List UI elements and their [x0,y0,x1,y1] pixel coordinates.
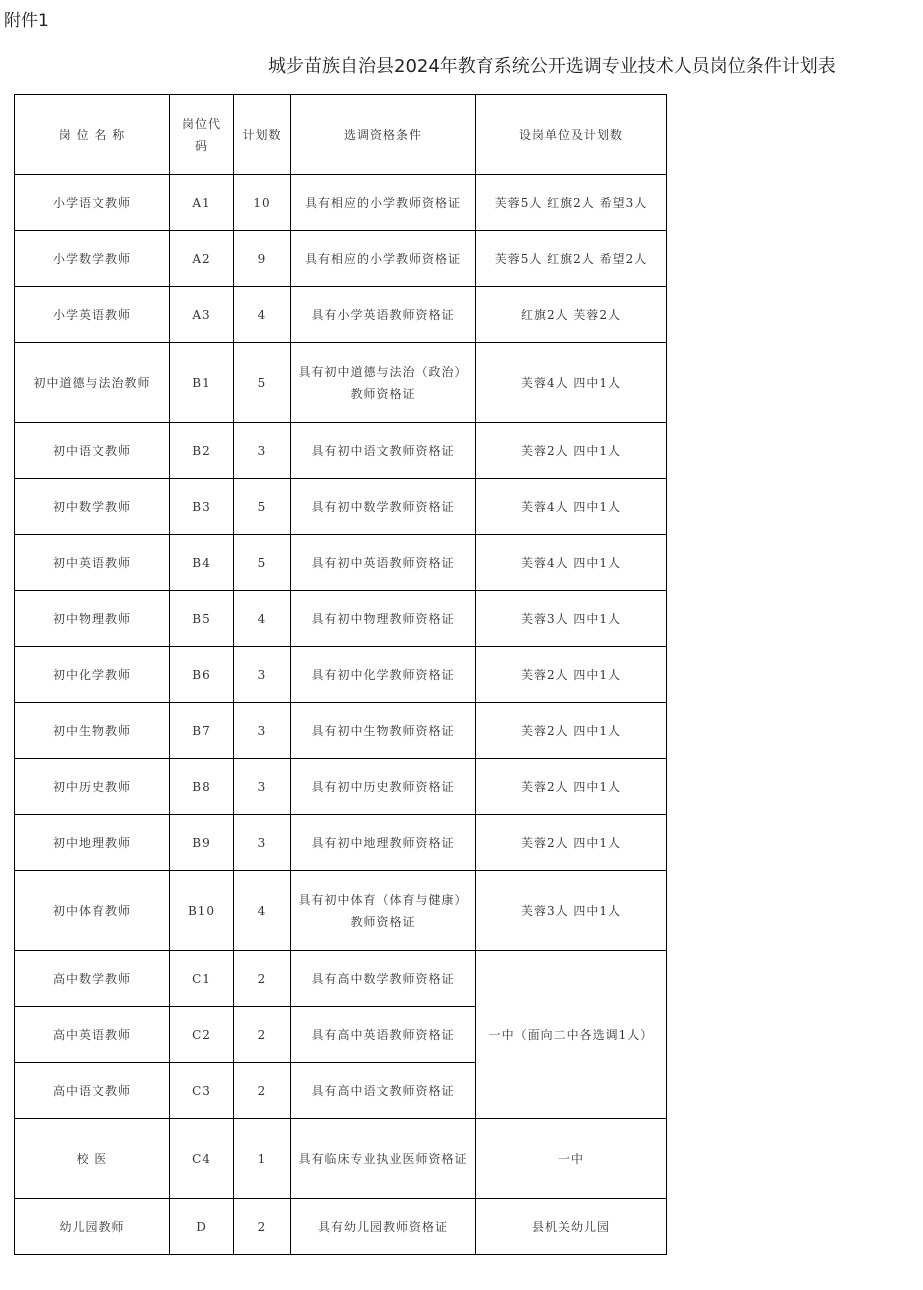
document-title: 城步苗族自治县2024年教育系统公开选调专业技术人员岗位条件计划表 [268,56,836,77]
cell-position-name: 校 医 [15,1119,170,1199]
cell-units: 芙蓉4人 四中1人 [476,535,667,591]
cell-qualification: 具有相应的小学教师资格证 [291,231,476,287]
cell-plan-count: 4 [234,871,291,951]
cell-units: 芙蓉5人 红旗2人 希望2人 [476,231,667,287]
table-row [15,423,667,479]
cell-plan-count: 9 [234,231,291,287]
cell-position-code: B9 [170,815,234,871]
cell-qualification: 具有初中生物教师资格证 [291,703,476,759]
cell-plan-count: 5 [234,343,291,423]
cell-position-name: 初中体育教师 [15,871,170,951]
table-row [15,1199,667,1255]
cell-position-code: B6 [170,647,234,703]
cell-position-code: B4 [170,535,234,591]
cell-units: 红旗2人 芙蓉2人 [476,287,667,343]
cell-units: 芙蓉3人 四中1人 [476,871,667,951]
attachment-label: 附件1 [4,11,49,31]
cell-plan-count: 3 [234,759,291,815]
cell-position-code: D [170,1199,234,1255]
table-row [15,815,667,871]
cell-position-name: 小学语文教师 [15,175,170,231]
cell-qualification: 具有高中数学教师资格证 [291,951,476,1007]
cell-units: 芙蓉4人 四中1人 [476,343,667,423]
cell-qualification: 具有初中道德与法治（政治）教师资格证 [291,343,476,423]
cell-units: 芙蓉2人 四中1人 [476,647,667,703]
cell-plan-count: 3 [234,703,291,759]
header-position-code: 岗位代码 [170,95,234,175]
table-row [15,175,667,231]
cell-qualification: 具有初中化学教师资格证 [291,647,476,703]
table-row [15,703,667,759]
cell-position-code: A2 [170,231,234,287]
cell-units: 芙蓉3人 四中1人 [476,591,667,647]
cell-position-name: 初中生物教师 [15,703,170,759]
cell-qualification: 具有初中历史教师资格证 [291,759,476,815]
cell-position-code: C1 [170,951,234,1007]
header-plan-count: 计划数 [234,95,291,175]
cell-qualification: 具有小学英语教师资格证 [291,287,476,343]
cell-position-name: 初中地理教师 [15,815,170,871]
table-row [15,479,667,535]
cell-position-name: 小学英语教师 [15,287,170,343]
table-row [15,231,667,287]
cell-position-code: C3 [170,1063,234,1119]
cell-position-name: 初中物理教师 [15,591,170,647]
header-position-name: 岗 位 名 称 [15,95,170,175]
table-header-row [15,95,667,175]
cell-position-code: B10 [170,871,234,951]
cell-position-name: 初中化学教师 [15,647,170,703]
cell-position-code: A3 [170,287,234,343]
cell-position-code: B3 [170,479,234,535]
cell-plan-count: 1 [234,1119,291,1199]
table-row [15,1119,667,1199]
cell-units-merged: 一中（面向二中各选调1人） [476,951,667,1119]
cell-position-name: 初中数学教师 [15,479,170,535]
cell-plan-count: 2 [234,1007,291,1063]
table-row [15,535,667,591]
table-row [15,287,667,343]
cell-units: 芙蓉2人 四中1人 [476,703,667,759]
table-row [15,591,667,647]
cell-units: 一中 [476,1119,667,1199]
cell-units: 县机关幼儿园 [476,1199,667,1255]
cell-position-code: C2 [170,1007,234,1063]
cell-position-name: 高中数学教师 [15,951,170,1007]
cell-plan-count: 5 [234,479,291,535]
header-qualification: 选调资格条件 [291,95,476,175]
cell-units: 芙蓉5人 红旗2人 希望3人 [476,175,667,231]
cell-position-name: 幼儿园教师 [15,1199,170,1255]
cell-units: 芙蓉2人 四中1人 [476,423,667,479]
cell-plan-count: 5 [234,535,291,591]
cell-qualification: 具有初中英语教师资格证 [291,535,476,591]
cell-position-name: 初中英语教师 [15,535,170,591]
cell-plan-count: 4 [234,591,291,647]
cell-position-code: B5 [170,591,234,647]
table-row [15,647,667,703]
cell-plan-count: 2 [234,1199,291,1255]
cell-qualification: 具有相应的小学教师资格证 [291,175,476,231]
cell-plan-count: 3 [234,647,291,703]
cell-position-name: 高中语文教师 [15,1063,170,1119]
cell-plan-count: 10 [234,175,291,231]
cell-position-name: 小学数学教师 [15,231,170,287]
table-row [15,951,667,1007]
cell-position-code: B1 [170,343,234,423]
cell-plan-count: 4 [234,287,291,343]
cell-position-name: 初中语文教师 [15,423,170,479]
table-row [15,343,667,423]
table-row [15,759,667,815]
cell-plan-count: 2 [234,951,291,1007]
cell-position-code: B7 [170,703,234,759]
cell-position-name: 初中道德与法治教师 [15,343,170,423]
table-row [15,871,667,951]
cell-plan-count: 2 [234,1063,291,1119]
cell-qualification: 具有初中地理教师资格证 [291,815,476,871]
cell-qualification: 具有高中英语教师资格证 [291,1007,476,1063]
cell-qualification: 具有临床专业执业医师资格证 [291,1119,476,1199]
cell-plan-count: 3 [234,815,291,871]
cell-position-code: B2 [170,423,234,479]
cell-position-name: 高中英语教师 [15,1007,170,1063]
position-plan-table [14,94,667,1255]
cell-qualification: 具有幼儿园教师资格证 [291,1199,476,1255]
cell-position-code: A1 [170,175,234,231]
cell-position-name: 初中历史教师 [15,759,170,815]
cell-qualification: 具有初中物理教师资格证 [291,591,476,647]
cell-position-code: B8 [170,759,234,815]
cell-qualification: 具有高中语文教师资格证 [291,1063,476,1119]
cell-plan-count: 3 [234,423,291,479]
cell-qualification: 具有初中语文教师资格证 [291,423,476,479]
cell-position-code: C4 [170,1119,234,1199]
cell-qualification: 具有初中数学教师资格证 [291,479,476,535]
cell-qualification: 具有初中体育（体育与健康）教师资格证 [291,871,476,951]
cell-units: 芙蓉2人 四中1人 [476,815,667,871]
cell-units: 芙蓉4人 四中1人 [476,479,667,535]
cell-units: 芙蓉2人 四中1人 [476,759,667,815]
header-units: 设岗单位及计划数 [476,95,667,175]
